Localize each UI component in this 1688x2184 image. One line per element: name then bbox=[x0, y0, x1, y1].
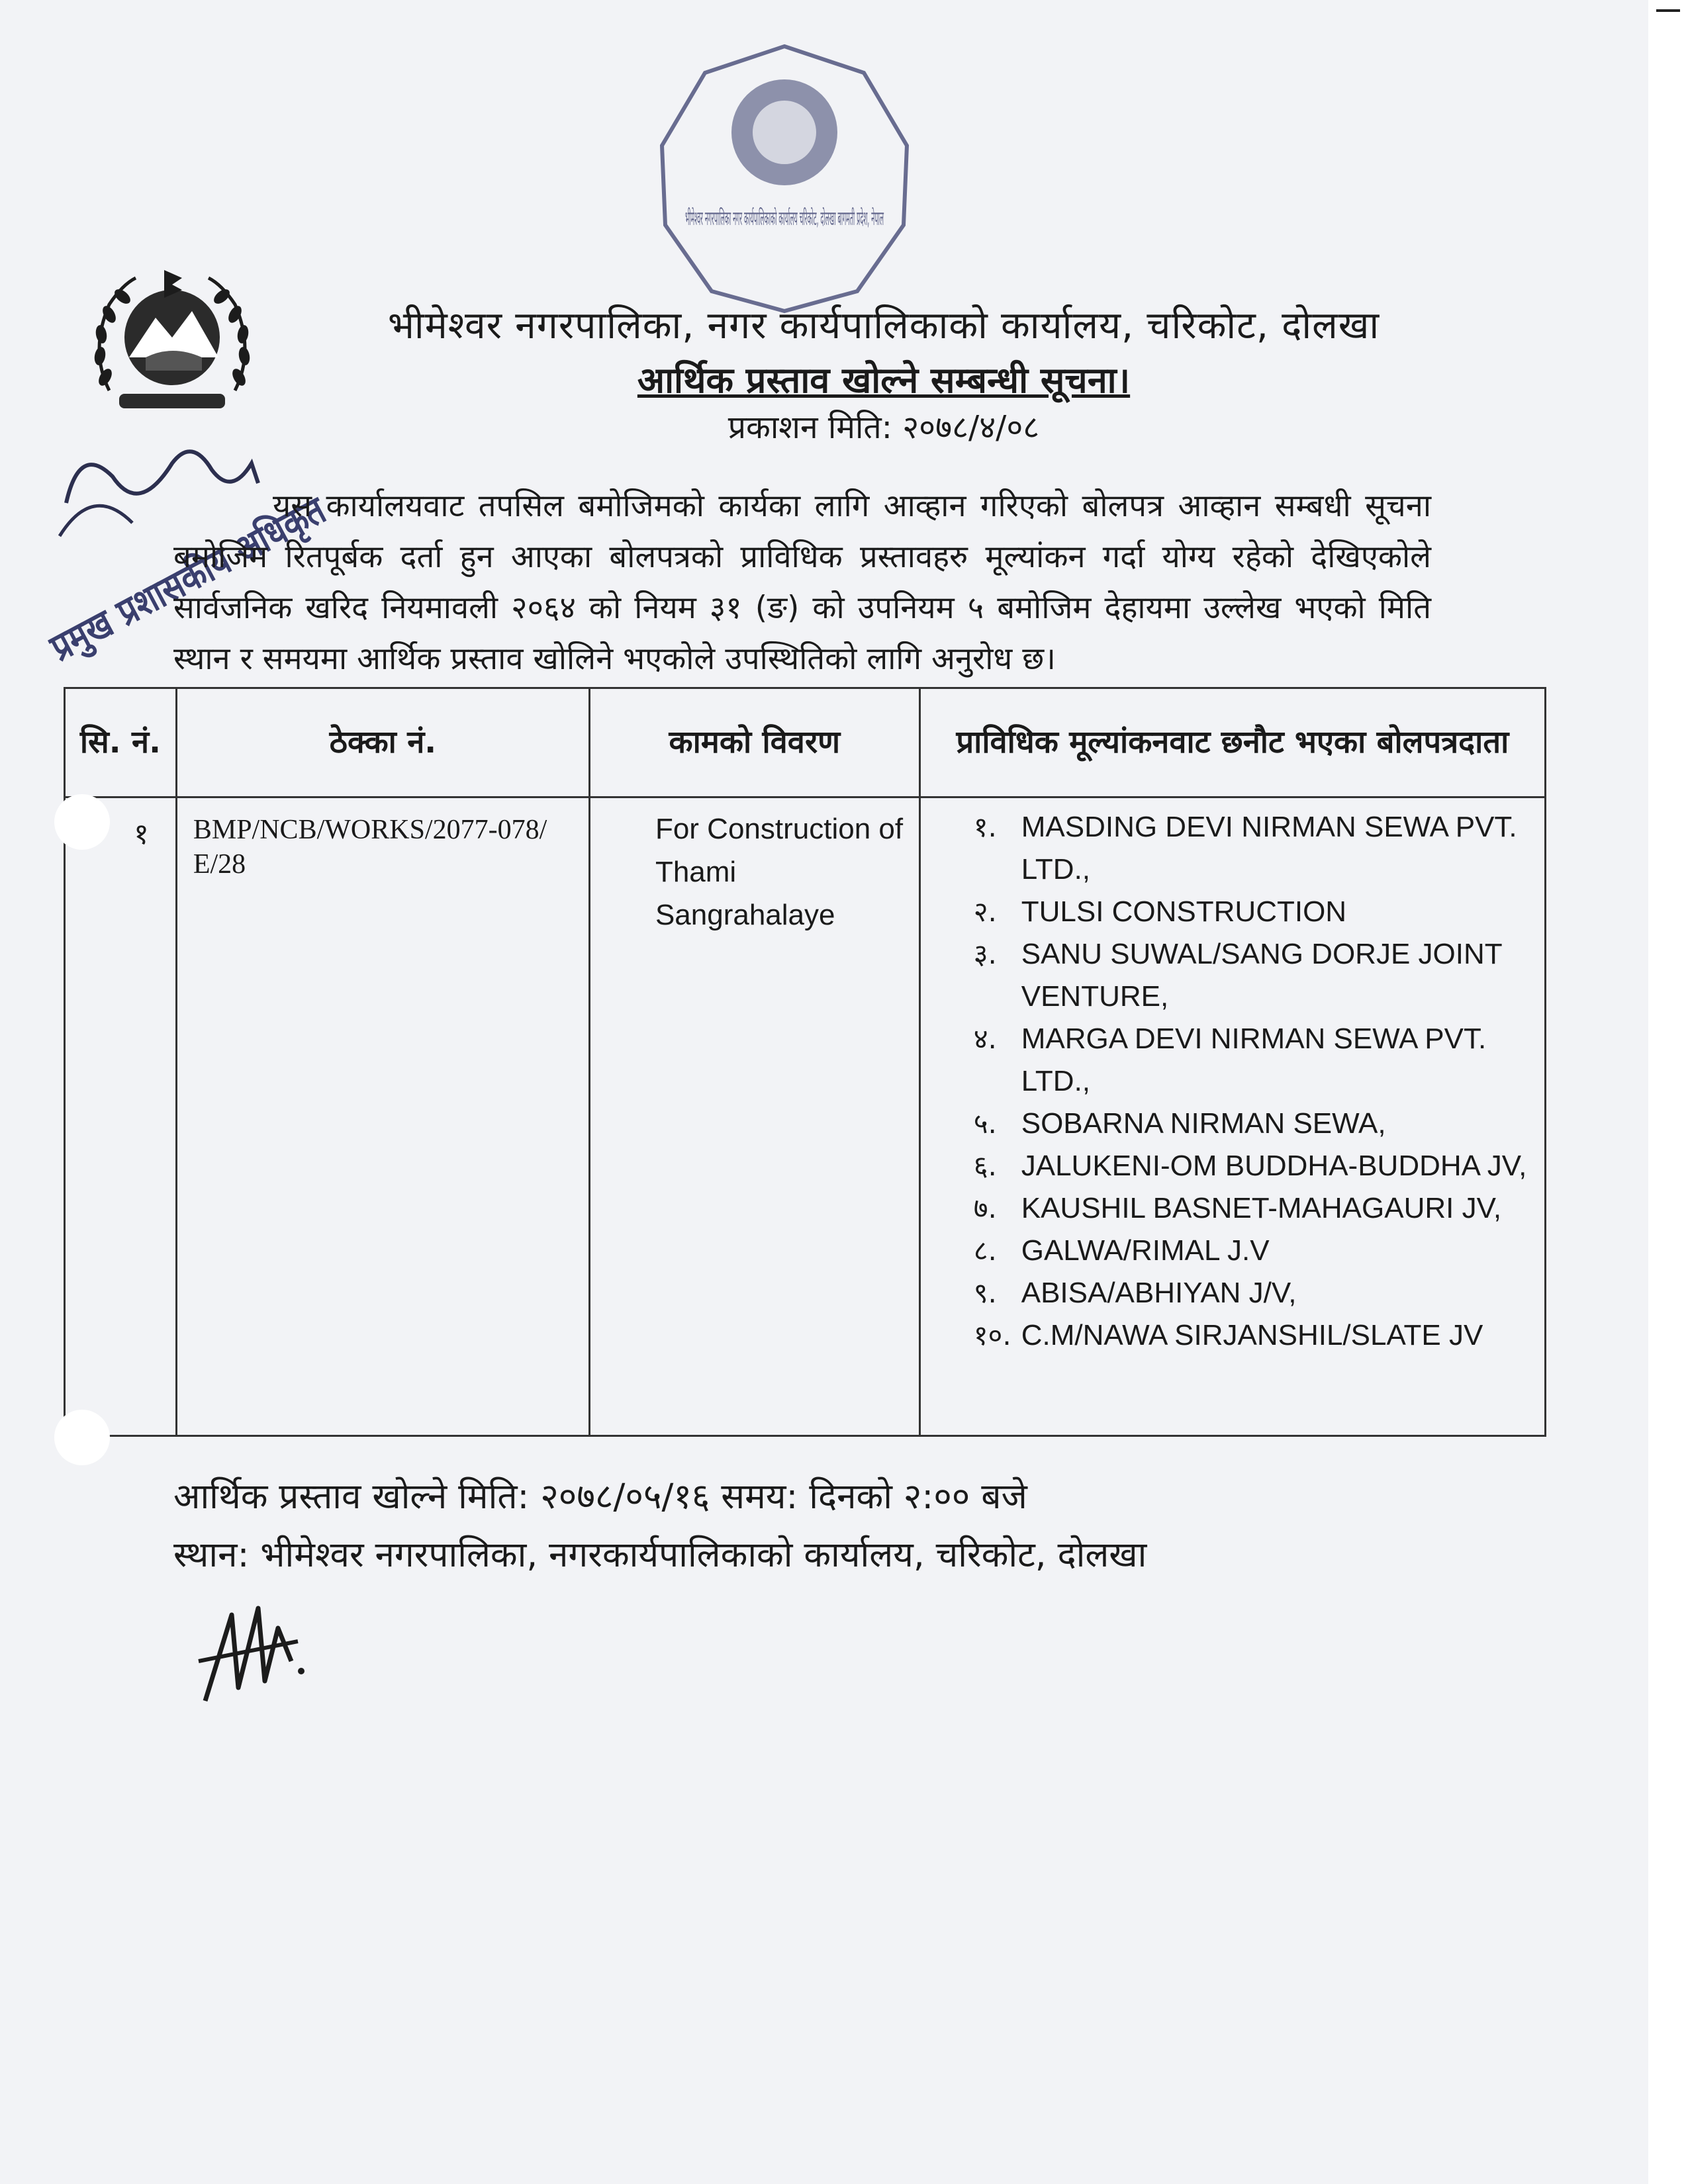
bidder-number: ४. bbox=[973, 1023, 997, 1055]
header-bidders: प्राविधिक मूल्यांकनवाट छनौट भएका बोलपत्रदाता bbox=[919, 688, 1545, 797]
list-item bbox=[974, 933, 1531, 1018]
officer-stamp-text: प्रमुख प्रशासकीय अधिकृत bbox=[42, 460, 385, 670]
row-description: For Construction of Thami Sangrahalaye bbox=[589, 797, 919, 1436]
list-item bbox=[974, 891, 1531, 933]
bidder-name: ABISA/ABHIYAN J/V, bbox=[1021, 1277, 1297, 1309]
bidder-number: ८. bbox=[973, 1234, 997, 1267]
list-item bbox=[974, 1145, 1531, 1187]
list-item bbox=[974, 1230, 1531, 1272]
row-contract-no: BMP/NCB/WORKS/2077-078/E/28 bbox=[176, 797, 589, 1436]
list-item bbox=[974, 806, 1531, 891]
list-item bbox=[974, 1103, 1531, 1145]
header-description: कामको विवरण bbox=[589, 688, 919, 797]
publish-date: प्रकाशन मिति: २०७८/४/०८ bbox=[727, 409, 1040, 446]
bidder-name: JALUKENI-OM BUDDHA-BUDDHA JV, bbox=[1021, 1150, 1527, 1182]
list-item bbox=[974, 1187, 1531, 1230]
signature bbox=[192, 1588, 311, 1721]
bidder-number: ३. bbox=[973, 938, 997, 970]
bidder-name: MASDING DEVI NIRMAN SEWA PVT. LTD., bbox=[1021, 811, 1517, 886]
row-sn: १ bbox=[65, 797, 177, 1436]
bidder-name: C.M/NAWA SIRJANSHIL/SLATE JV bbox=[1021, 1319, 1483, 1351]
punch-hole-bottom bbox=[54, 1410, 110, 1465]
office-name: भीमेश्वर नगरपालिका, नगर कार्यपालिकाको कार्यालय, चरिकोट, दोलखा bbox=[387, 304, 1380, 347]
bidder-number: १. bbox=[973, 811, 997, 843]
seal-text: भीमेश्वर नगरपालिका नगर कार्यपालिकाको कार्यालय चरिकोट, दोलखा बागमती प्रदेश, नेपाल bbox=[685, 207, 884, 230]
bidders-table bbox=[64, 687, 1546, 1437]
bidder-number: ९. bbox=[973, 1277, 997, 1309]
row-bidders bbox=[919, 797, 1545, 1436]
bidder-name: TULSI CONSTRUCTION bbox=[1021, 895, 1347, 928]
list-item bbox=[974, 1272, 1531, 1314]
bidder-number: २. bbox=[973, 895, 997, 928]
bidder-number: ५. bbox=[973, 1107, 997, 1140]
municipal-round-seal bbox=[645, 40, 923, 318]
list-item bbox=[974, 1018, 1531, 1103]
notice-title: आर्थिक प्रस्ताव खोल्ने सम्बन्धी सूचना। bbox=[637, 359, 1131, 401]
notice-paragraph: यस कार्यालयवाट तपसिल बमोजिमको कार्यका लागि आव्हान गरिएको बोलपत्र आव्हान सम्बधी सूचना बमोजिम रितपूर्बक दर्ता हुन आएका बोलपत्रको प्राविधिक प्रस्तावहरु मूल्यांकन गर्दा योग्य रहेको देखिएकोले सार्वजनिक खरिद नियमावली २०६४ को नियम ३१ (ङ) को उपनियम ५ बमोजिम देहायमा उल्लेख भएको मिति स्थान र समयमा आर्थिक प्रस्ताव खोलिने भएकोले उपस्थितिको लागि अनुरोध छ। bbox=[173, 488, 1431, 677]
header-sn: सि. नं. bbox=[65, 688, 177, 797]
table-header-row bbox=[65, 688, 1546, 797]
opening-date-line: आर्थिक प्रस्ताव खोल्ने मिति: २०७८/०५/१६ समय: दिनको २:०० बजे bbox=[173, 1477, 1027, 1517]
bidder-name: KAUSHIL BASNET-MAHAGAURI JV, bbox=[1021, 1192, 1502, 1224]
bidder-name: MARGA DEVI NIRMAN SEWA PVT. LTD., bbox=[1021, 1023, 1487, 1097]
bidder-number: ७. bbox=[973, 1192, 997, 1224]
corner-mark bbox=[1656, 9, 1680, 12]
header-contract-no: ठेक्का नं. bbox=[176, 688, 589, 797]
opening-place-line: स्थान: भीमेश्वर नगरपालिका, नगरकार्यपालिकाको कार्यालय, चरिकोट, दोलखा bbox=[173, 1535, 1147, 1575]
list-item bbox=[974, 1314, 1531, 1357]
bidder-name: SANU SUWAL/SANG DORJE JOINT VENTURE, bbox=[1021, 938, 1502, 1013]
bidder-number: १०. bbox=[973, 1319, 1011, 1351]
table-row bbox=[65, 797, 1546, 1436]
bidder-name: GALWA/RIMAL J.V bbox=[1021, 1234, 1270, 1267]
bidder-name: SOBARNA NIRMAN SEWA, bbox=[1021, 1107, 1386, 1140]
punch-hole-top bbox=[54, 794, 110, 850]
bidder-list bbox=[974, 806, 1531, 1357]
bidder-number: ६. bbox=[973, 1150, 997, 1182]
